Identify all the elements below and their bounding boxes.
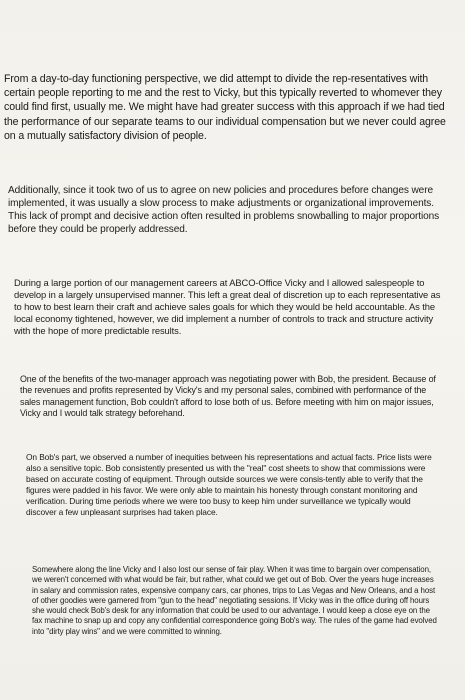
paragraph-3: During a large portion of our management careers at ABCO-Office Vicky and I allowed salespeople to develop in a largely unsupervised manner. This left a great deal of discretion up to each representative as to how to best learn their craft and achieve sales goals for which they would be held accountable. As the local economy tightened, however, we did implement a number of controls to track and structure activity with the hope of more predictable results.	[14, 277, 441, 336]
paragraph-6: Somewhere along the line Vicky and I also lost our sense of fair play. When it was time to bargain over compensation, we weren't concerned with what would be fair, but rather, what could we get out of Bob. Over the years huge increases in salary and commission rates, expensive company cars, car phones, trips to Las Vegas and New Orleans, and a host of other goodies were garnered from "gun to the head" negotiating sessions. If Vicky was in the office during off hours she would check Bob's desk for any information that could be used to our advantage. I would keep a close eye on the fax machine to snap up and copy any confidential correspondence going Bob's way. The rules of the game had evolved into "dirty play wins" and we were committed to winning.	[32, 565, 437, 636]
paragraph-2: Additionally, since it took two of us to agree on new policies and procedures before changes were implemented, it was usually a slow process to make adjustments or organizational improvements. This lack of prompt and decisive action often resulted in problems snowballing to major proportions before they could be properly addressed.	[8, 185, 440, 235]
paragraph-5: On Bob's part, we observed a number of inequities between his representations and actual facts. Price lists were also a sensitive topic. Bob consistently presented us with the "real" cost sheets to show that commissions were based on accurate costing of equipment. Through outside sources we were consis-tently able to verify that the figures were padded in his favor. We were only able to maintain his honesty through constant monitoring and verification. During time periods where we were too busy to keep him under surveillance we typically would discover a few unpleasant surprises had taken place.	[26, 452, 432, 517]
paragraph-1: From a day-to-day functioning perspective, we did attempt to divide the rep-resentatives with certain people reporting to me and the rest to Vicky, but this typically reverted to whomever they could find first, usually me. We might have had greater success with this approach if we had tied the performance of our separate teams to our individual compensation but we never could agree on a mutually satisfactory division of people.	[4, 73, 446, 142]
paragraph-4: One of the benefits of the two-manager approach was negotiating power with Bob, the president. Because of the revenues and profits represented by Vicky's and my personal sales, combined with performance of the sales management function, Bob couldn't afford to lose both of us. Before meeting with him on major issues, Vicky and I would talk strategy beforehand.	[20, 374, 436, 419]
